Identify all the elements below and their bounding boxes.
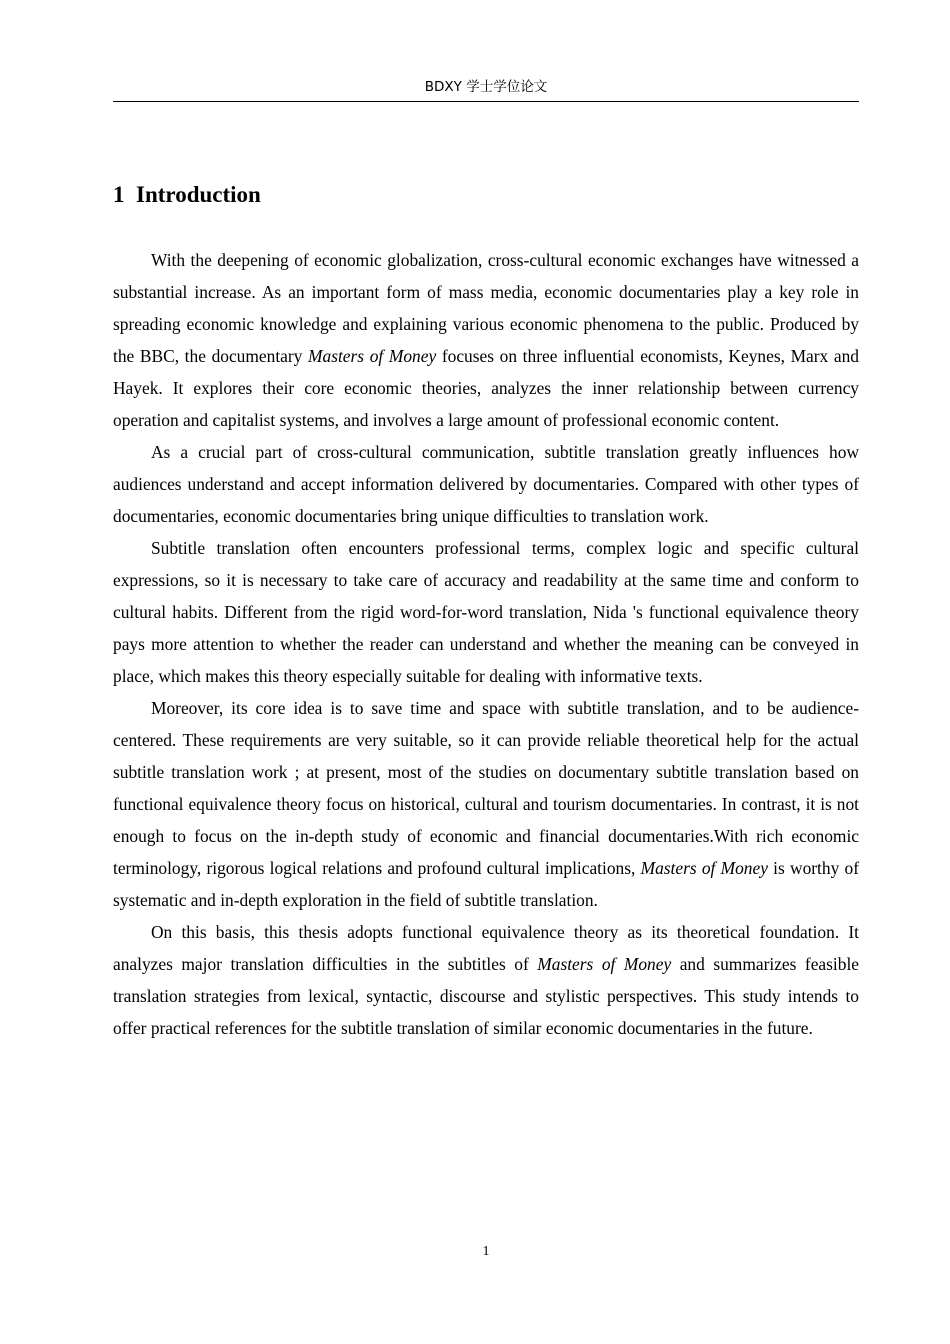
paragraph-segment: is worthy of systematic and in-depth exploration in the field of subtitle translation. bbox=[113, 858, 859, 910]
chapter-title: Introduction bbox=[136, 182, 261, 207]
paragraph-segment: On this basis, this thesis adopts functional equivalence theory as its theoretical foundation. It analyzes major translation difficulties in the subtitles of bbox=[113, 922, 859, 974]
documentary-title: Masters of Money bbox=[537, 954, 672, 974]
chapter-number: 1 bbox=[113, 182, 125, 207]
chapter-heading bbox=[113, 180, 261, 210]
documentary-title: Masters of Money bbox=[308, 346, 437, 366]
paragraph-segment: and summarizes feasible translation strategies from lexical, syntactic, discourse and stylistic perspectives. This study intends to offer practical references for the subtitle translation of similar economic documentaries in the future. bbox=[113, 954, 859, 1038]
paragraph-segment: Subtitle translation often encounters professional terms, complex logic and specific cultural expressions, so it is necessary to take care of accuracy and readability at the same time and conform to cultural habits. Different from the rigid word-for-word translation, Nida 's functional equivalence theory pays more attention to whether the reader can understand and whether the meaning can be conveyed in place, which makes this theory especially suitable for dealing with informative texts. bbox=[113, 538, 859, 686]
paragraph-2 bbox=[113, 436, 859, 532]
paragraph-segment: With the deepening of economic globalization, cross-cultural economic exchanges have witnessed a substantial increase. As an important form of mass media, economic documentaries play a key role in spreading economic knowledge and explaining various economic phenomena to the public. Produced by the BBC, the documentary bbox=[113, 250, 859, 366]
paragraph-4 bbox=[113, 692, 859, 916]
body-text bbox=[113, 244, 859, 1044]
paragraph-1 bbox=[113, 244, 859, 436]
running-header bbox=[113, 76, 859, 102]
paragraph-3 bbox=[113, 532, 859, 692]
documentary-title: Masters of Money bbox=[640, 858, 768, 878]
paragraph-5 bbox=[113, 916, 859, 1044]
running-header-text: BDXY 学士学位论文 bbox=[424, 79, 548, 95]
page-number: 1 bbox=[482, 1244, 490, 1259]
paragraph-segment: focuses on three influential economists, Keynes, Marx and Hayek. It explores their core economic theories, analyzes the inner relationship between currency operation and capitalist systems, and involves a large amount of professional economic content. bbox=[113, 346, 860, 430]
paragraph-segment: Moreover, its core idea is to save time and space with subtitle translation, and to be audience-centered. These requirements are very suitable, so it can provide reliable theoretical help for the actual subtitle translation work ; at present, most of the studies on documentary subtitle translation based on functional equivalence theory focus on historical, cultural and tourism documentaries. In contrast, it is not enough to focus on the in-depth study of economic and financial documentaries.With rich economic terminology, rigorous logical relations and profound cultural implications, bbox=[113, 698, 859, 878]
paragraph-segment: As a crucial part of cross-cultural communication, subtitle translation greatly influences how audiences understand and accept information delivered by documentaries. Compared with other types of documentaries, economic documentaries bring unique difficulties to translation work. bbox=[113, 442, 859, 526]
